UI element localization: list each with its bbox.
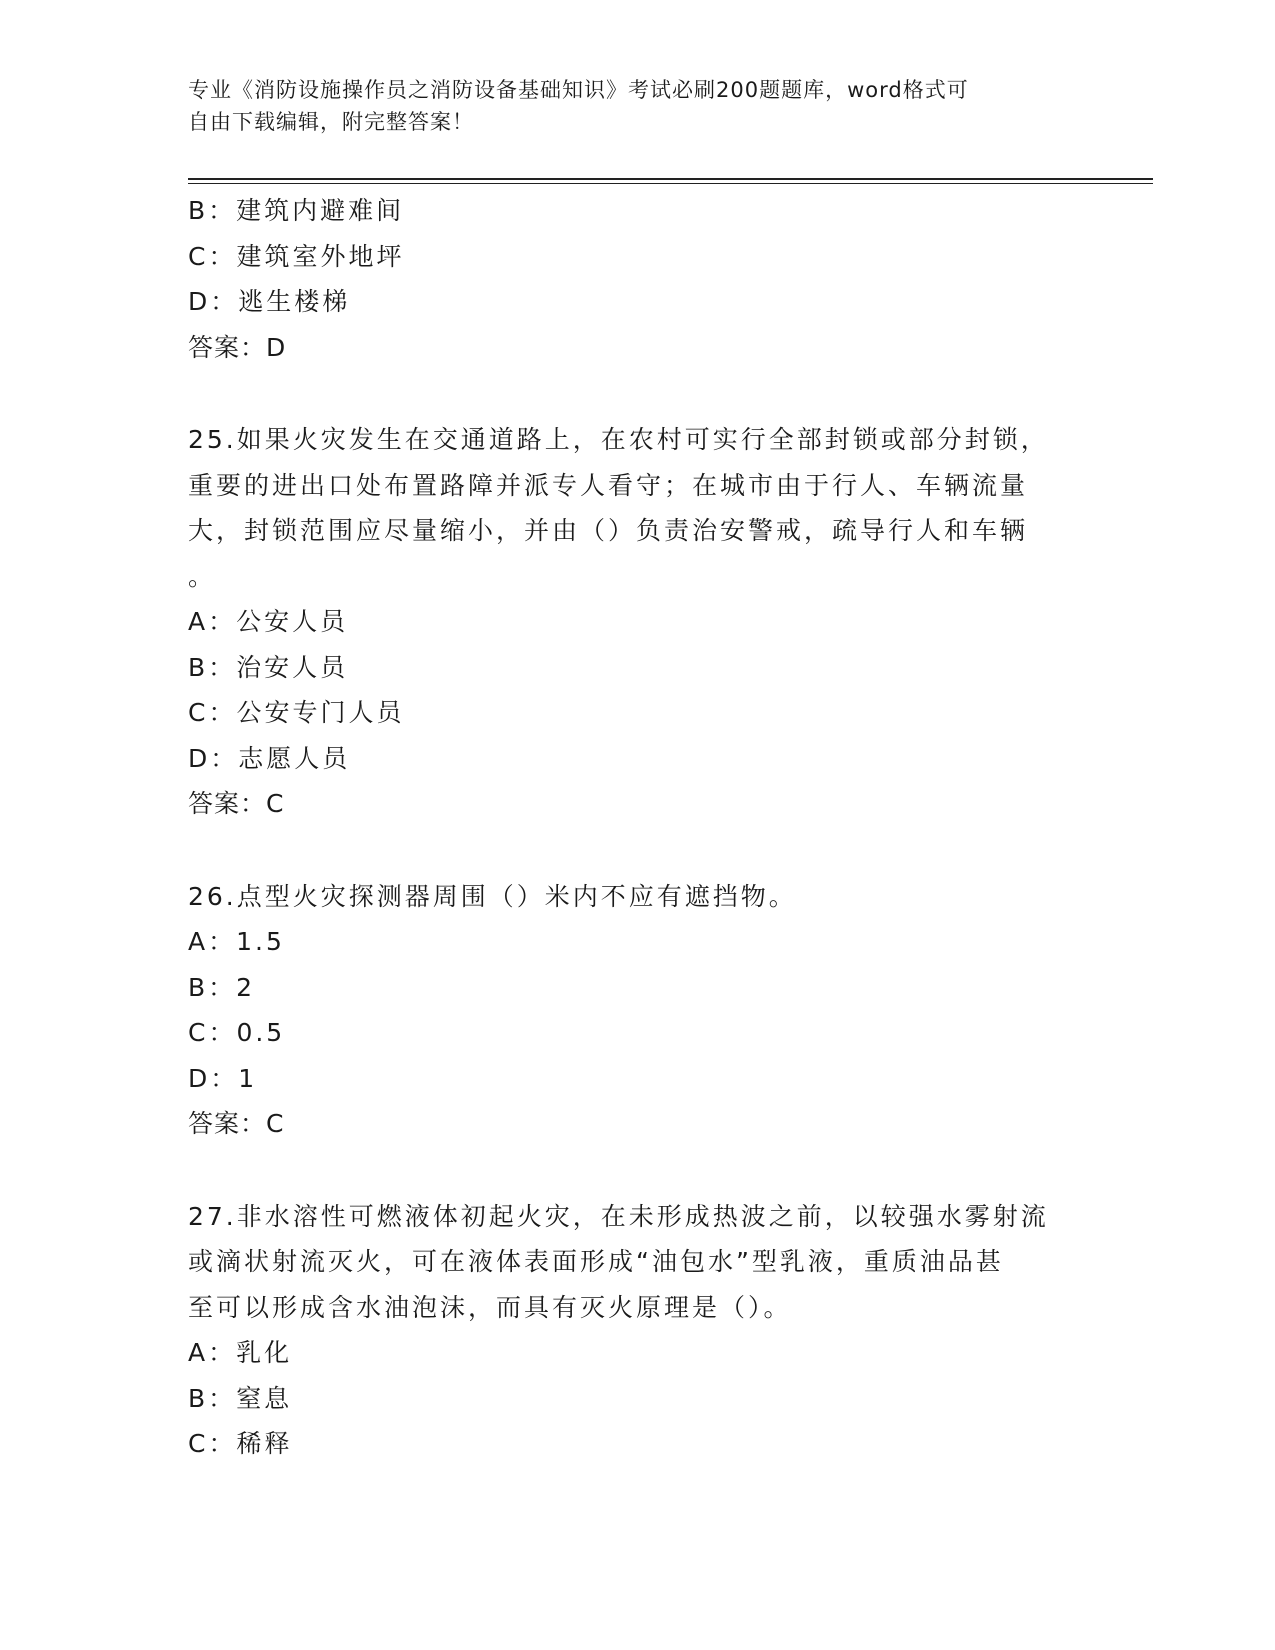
header-line-1: 专业《消防设施操作员之消防设备基础知识》考试必刷200题题库，word格式可 [188,78,969,102]
option-d: D：1 [188,1063,258,1093]
option-a: A：公安人员 [188,607,349,636]
question-text-line: 大，封锁范围应尽量缩小，并由（）负责治安警戒，疏导行人和车辆 [188,516,1029,545]
question-text-line: 26.点型火灾探测器周围（）米内不应有遮挡物。 [188,881,797,911]
question-26 [188,874,1088,1147]
option-c: C：建筑室外地坪 [188,241,405,271]
question-25 [188,417,1088,827]
option-b: B：2 [188,972,256,1002]
question-text-line: 。 [188,561,217,591]
header-divider [188,178,1153,180]
option-d: D：逃生楼梯 [188,287,351,316]
option-a: A：乳化 [188,1338,293,1367]
prev-question-options [188,188,1088,370]
question-text-line: 至可以形成含水油泡沫，而具有灭火原理是（）。 [188,1292,792,1322]
question-text-line: 27.非水溶性可燃液体初起火灾，在未形成热波之前，以较强水雾射流 [188,1201,1049,1231]
option-c: C：0.5 [188,1018,286,1047]
question-text-line: 25.如果火灾发生在交通道路上，在农村可实行全部封锁或部分封锁， [188,425,1049,454]
option-a: A：1.5 [188,927,285,956]
option-c: C：公安专门人员 [188,698,405,727]
answer-line: 答案：C [188,1109,285,1138]
question-text-line: 或滴状射流灭火，可在液体表面形成“油包水”型乳液，重质油品甚 [188,1247,1004,1276]
option-b: B：建筑内避难间 [188,196,405,225]
question-list [188,188,1088,1467]
option-d: D：志愿人员 [188,743,351,773]
question-text-line: 重要的进出口处布置路障并派专人看守；在城市由于行人、车辆流量 [188,470,1029,500]
option-b: B：治安人员 [188,652,349,682]
question-27 [188,1194,1088,1467]
header-line-2: 自由下载编辑，附完整答案！ [188,110,474,134]
option-c: C：稀释 [188,1429,293,1458]
header-divider-thin [188,183,1153,184]
answer-line: 答案：D [188,332,287,362]
document-header [188,74,1088,138]
answer-line: 答案：C [188,789,285,818]
option-b: B：窒息 [188,1383,293,1413]
